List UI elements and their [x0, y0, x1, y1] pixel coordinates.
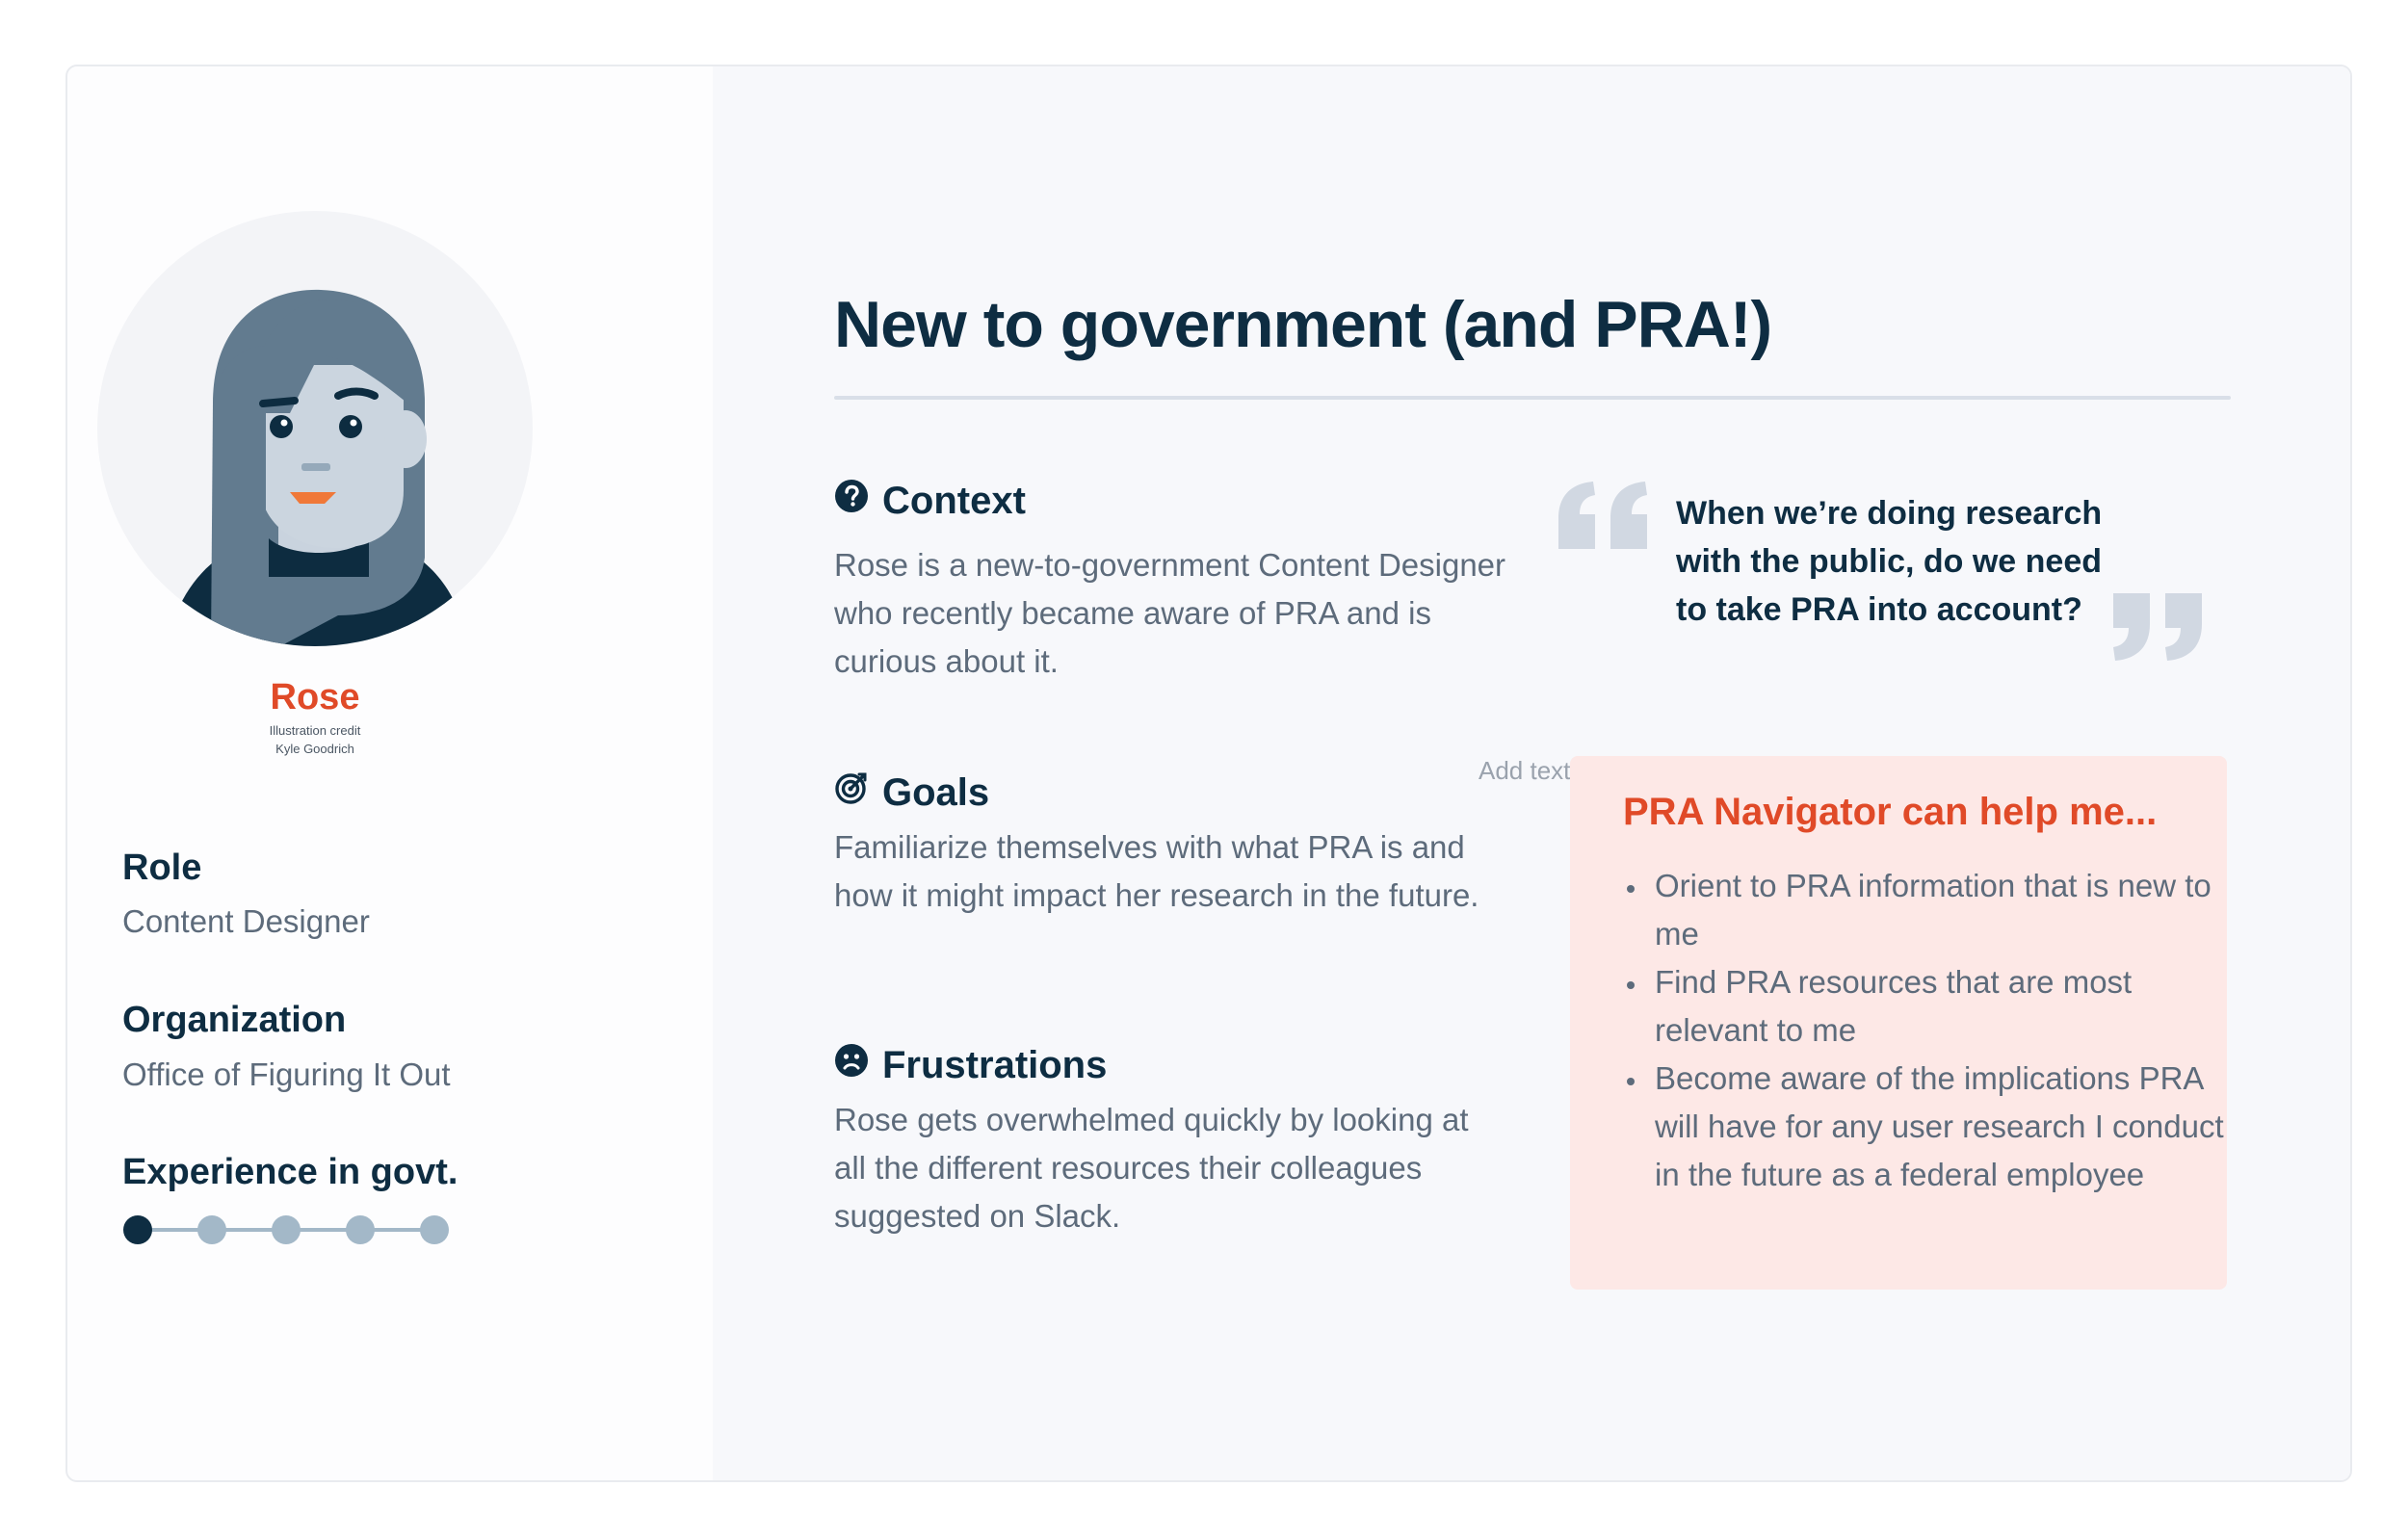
list-item: • Find PRA resources that are most relevant to me [1649, 958, 2227, 1055]
help-callout [1570, 756, 2227, 1290]
illustration-credit: Illustration credit [269, 723, 361, 738]
organization-label: Organization [122, 1000, 347, 1040]
experience-dot [272, 1215, 301, 1244]
context-heading-label: Context [882, 479, 1026, 522]
experience-scale [122, 1211, 469, 1249]
goals-body: Familiarize themselves with what PRA is and how it might impact her research in the future. [834, 829, 1479, 913]
list-item: • Become aware of the implications PRA will have for any user research I conduct in the future as a federal employee [1649, 1055, 2227, 1199]
frown-face-icon [834, 1043, 869, 1087]
experience-dot [123, 1215, 152, 1244]
frustrations-heading [834, 1043, 1107, 1087]
help-title: PRA Navigator can help me... [1623, 791, 2158, 833]
goals-heading [834, 770, 989, 815]
experience-dot [346, 1215, 375, 1244]
frustrations-heading-label: Frustrations [882, 1043, 1108, 1086]
quote-open-icon [1555, 480, 1651, 558]
add-text-placeholder[interactable]: Add text [1479, 756, 1570, 785]
role-value: Content Designer [122, 903, 370, 939]
help-list [1620, 862, 2227, 1199]
goals-heading-label: Goals [882, 770, 990, 814]
organization-value: Office of Figuring It Out [122, 1056, 451, 1092]
title-divider [834, 396, 2231, 400]
experience-dot [197, 1215, 226, 1244]
context-body: Rose is a new-to-government Content Designer who recently became aware of PRA and is curious about it. [834, 547, 1506, 679]
experience-dot [420, 1215, 449, 1244]
avatar-illustration [97, 211, 533, 646]
experience-label: Experience in govt. [122, 1152, 458, 1192]
page-title: New to government (and PRA!) [834, 288, 1772, 361]
frustrations-body: Rose gets overwhelmed quickly by looking at all the different resources their colleagues suggested on Slack. [834, 1102, 1469, 1234]
target-icon [834, 770, 869, 815]
quote-close-icon [2109, 589, 2206, 667]
context-heading [834, 479, 1026, 523]
list-item: • Orient to PRA information that is new to me [1649, 862, 2227, 958]
experience-dots [122, 1211, 469, 1249]
avatar [97, 211, 533, 646]
persona-name: Rose [270, 677, 360, 717]
persona-quote: When we’re doing research with the public, do we need to take PRA into account? [1676, 495, 2103, 628]
question-circle-icon [834, 479, 869, 523]
illustration-author: Kyle Goodrich [275, 742, 354, 756]
role-label: Role [122, 848, 202, 888]
